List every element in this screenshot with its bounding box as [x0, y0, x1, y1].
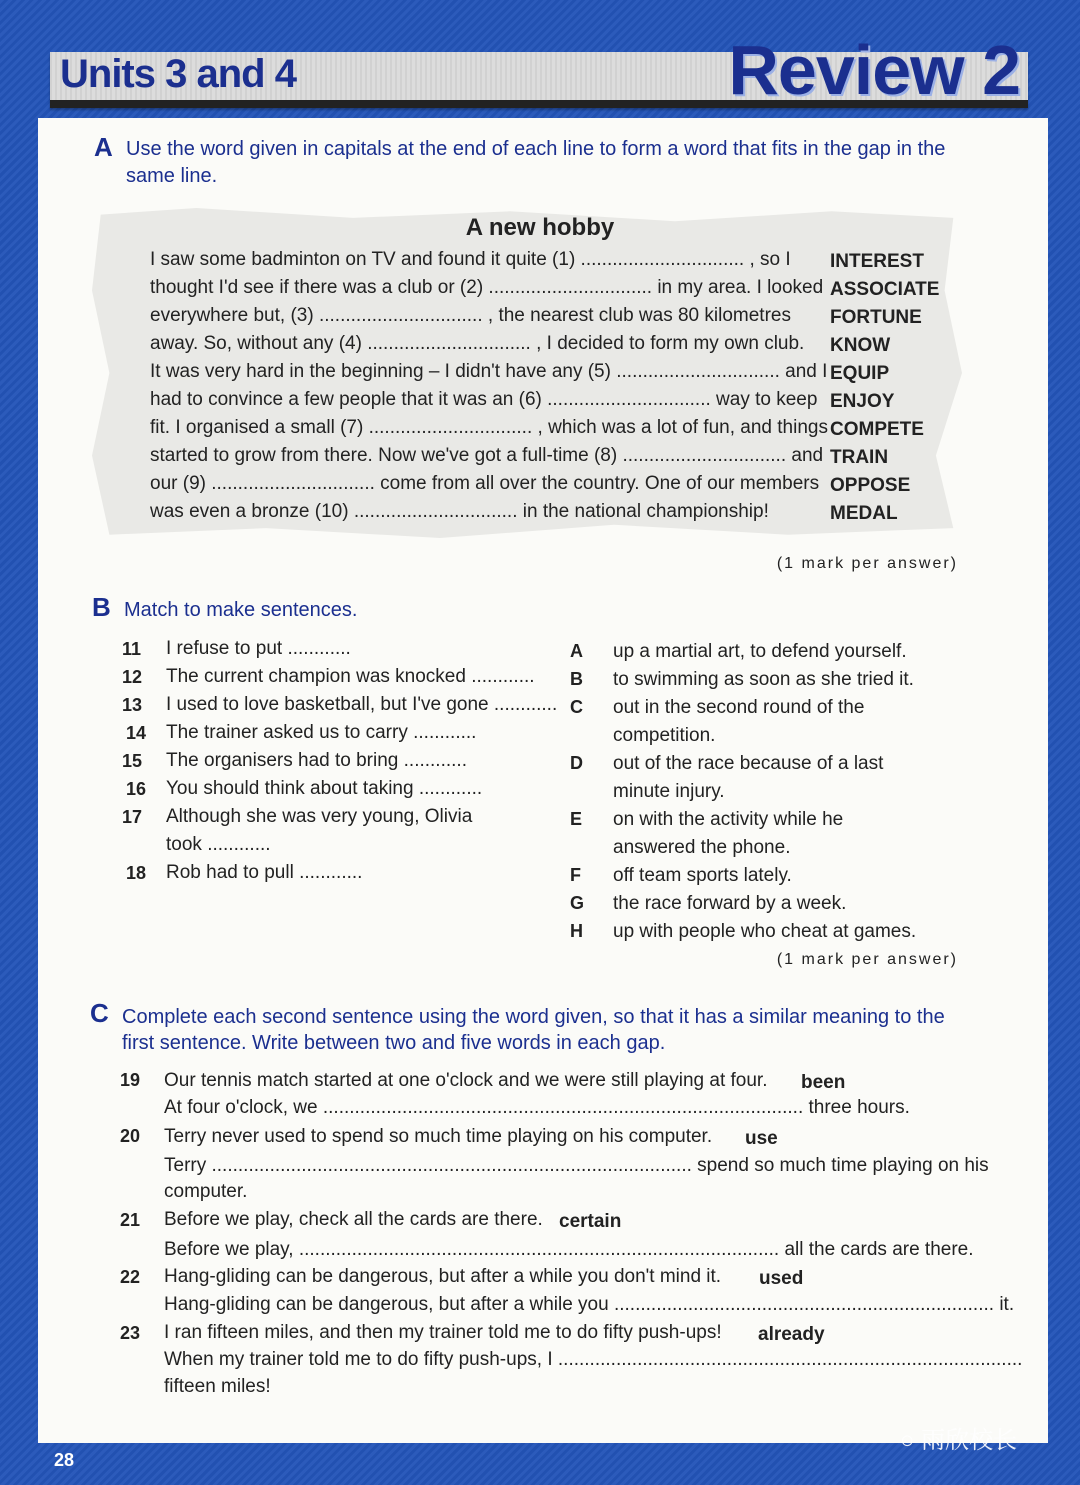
match-left-text: Although she was very young, Olivia — [166, 806, 473, 827]
match-left-text: The organisers had to bring ............ — [166, 750, 467, 771]
key-word: certain — [559, 1211, 622, 1232]
units-title: Units 3 and 4 — [60, 52, 296, 96]
match-right-text: out of the race because of a last — [613, 753, 884, 774]
match-right-text: up a martial art, to defend yourself. — [613, 641, 907, 662]
section-a-instruction-line-2: same line. — [126, 165, 218, 187]
option-letter: H — [570, 921, 583, 941]
capital-word: ASSOCIATE — [830, 279, 940, 300]
capital-word: ENJOY — [830, 391, 895, 412]
item-number: 16 — [126, 779, 147, 799]
item-number: 17 — [122, 807, 143, 827]
first-sentence: I ran fifteen miles, and then my trainer told me to do fifty push-ups! — [164, 1322, 722, 1343]
capital-word: OPPOSE — [830, 475, 911, 496]
item-number: 21 — [120, 1210, 141, 1230]
section-c-instruction-line-2: first sentence. Write between two and five words in each gap. — [122, 1032, 666, 1054]
match-left-text: I refuse to put ............ — [166, 638, 351, 659]
second-sentence: When my trainer told me to do fifty push-ups, I ........................................................................................ — [164, 1349, 1023, 1370]
passage-line: our (9) ............................... come from all over the country. One of our members — [150, 473, 820, 494]
passage-line: everywhere but, (3) ............................... , the nearest club was 80 kilometres — [150, 305, 791, 326]
passage-line: I saw some badminton on TV and found it quite (1) ............................... , so I — [150, 249, 791, 270]
option-letter: D — [570, 753, 583, 773]
match-right-text: competition. — [613, 725, 716, 746]
section-b-marks: (1 mark per answer) — [776, 951, 958, 968]
first-sentence: Our tennis match started at one o'clock and we were still playing at four. — [164, 1070, 768, 1091]
capital-word: EQUIP — [830, 363, 890, 384]
item-number: 20 — [120, 1126, 141, 1146]
key-word: already — [758, 1324, 825, 1345]
passage-line: It was very hard in the beginning – I didn't have any (5) ............................... and I — [150, 361, 828, 382]
match-left-text: Rob had to pull ............ — [166, 862, 363, 883]
option-letter: G — [570, 893, 585, 913]
item-number: 19 — [120, 1070, 141, 1090]
item-number: 18 — [126, 863, 147, 883]
passage-line: had to convince a few people that it was an (6) ............................... way to keep — [150, 389, 818, 410]
second-sentence: Before we play, ........................................................................................... all the cards are there. — [164, 1239, 974, 1260]
capital-word: FORTUNE — [830, 307, 922, 328]
second-sentence: computer. — [164, 1181, 248, 1202]
match-right-text: the race forward by a week. — [613, 893, 847, 914]
key-word: use — [745, 1128, 778, 1149]
second-sentence: fifteen miles! — [164, 1376, 271, 1397]
match-right-text: off team sports lately. — [613, 865, 792, 886]
page-number: 28 — [54, 1450, 75, 1470]
item-number: 12 — [122, 667, 143, 687]
capital-word: MEDAL — [830, 503, 898, 524]
item-number: 23 — [120, 1323, 141, 1343]
section-a-marks: (1 mark per answer) — [776, 555, 958, 572]
first-sentence: Hang-gliding can be dangerous, but after a while you don't mind it. — [164, 1266, 722, 1287]
passage-line: started to grow from there. Now we've got a full-time (8) ............................... and — [150, 445, 824, 466]
match-left-text: took ............ — [166, 834, 271, 855]
key-word: used — [759, 1268, 804, 1289]
section-a-letter: A — [94, 132, 113, 162]
capital-word: TRAIN — [830, 447, 889, 468]
passage-line: fit. I organised a small (7) ............................... , which was a lot of fun, and things — [150, 417, 828, 438]
item-number: 14 — [126, 723, 147, 743]
watermark-text: 雨欣校长 — [921, 1427, 1018, 1454]
section-b-instruction: Match to make sentences. — [124, 599, 358, 621]
passage-title: A new hobby — [465, 214, 615, 241]
second-sentence: Terry ........................................................................................... spend so much time playing on his — [164, 1155, 989, 1176]
match-left-text: The current champion was knocked ............ — [166, 666, 535, 687]
first-sentence: Before we play, check all the cards are there. — [164, 1209, 543, 1230]
match-left-text: I used to love basketball, but I've gone ............ — [166, 694, 558, 715]
option-letter: A — [570, 641, 583, 661]
key-word: been — [801, 1072, 846, 1093]
option-letter: C — [570, 697, 583, 717]
option-letter: F — [570, 865, 581, 885]
section-c-instruction-line-1: Complete each second sentence using the word given, so that it has a similar meaning to the — [122, 1006, 945, 1028]
match-right-text: minute injury. — [613, 781, 725, 802]
passage-line: was even a bronze (10) ............................... in the national championship! — [150, 501, 769, 522]
watermark — [900, 1420, 1017, 1455]
passage-line: away. So, without any (4) ............................... , I decided to form my own club. — [150, 333, 805, 354]
capital-word: KNOW — [830, 335, 891, 356]
match-right-text: out in the second round of the — [613, 697, 865, 718]
chat-icon: ○ — [900, 1427, 915, 1454]
match-right-text: up with people who cheat at games. — [613, 921, 917, 942]
match-left-text: You should think about taking ............ — [166, 778, 483, 799]
option-letter: B — [570, 669, 583, 689]
capital-word: INTEREST — [830, 251, 924, 272]
match-right-text: on with the activity while he — [613, 809, 844, 830]
second-sentence: Hang-gliding can be dangerous, but after a while you ........................................................................ it. — [164, 1294, 1015, 1315]
passage-line: thought I'd see if there was a club or (2) ............................... in my area. I looked — [150, 277, 824, 298]
item-number: 11 — [122, 639, 142, 659]
item-number: 22 — [120, 1267, 141, 1287]
review-title: Review 2 — [728, 31, 1020, 109]
item-number: 15 — [122, 751, 143, 771]
second-sentence: At four o'clock, we ........................................................................................... three hours. — [164, 1097, 910, 1118]
first-sentence: Terry never used to spend so much time playing on his computer. — [164, 1126, 713, 1147]
section-b-letter: B — [92, 592, 111, 622]
match-right-text: answered the phone. — [613, 837, 791, 858]
item-number: 13 — [122, 695, 143, 715]
capital-word: COMPETE — [830, 419, 924, 440]
option-letter: E — [570, 809, 583, 829]
section-a-instruction-line-1: Use the word given in capitals at the end of each line to form a word that fits in the gap in the — [126, 138, 946, 160]
match-left-text: The trainer asked us to carry ............ — [166, 722, 477, 743]
section-c-letter: C — [90, 998, 109, 1028]
match-right-text: to swimming as soon as she tried it. — [613, 669, 914, 690]
